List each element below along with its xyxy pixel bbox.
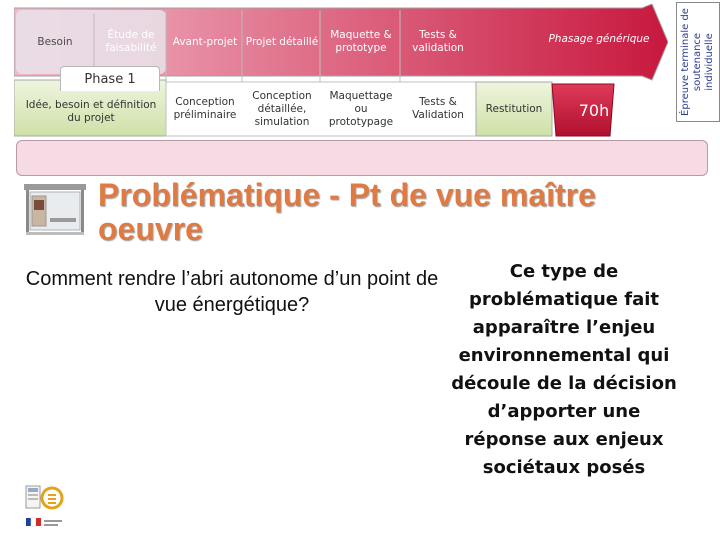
bus-shelter-icon <box>22 180 88 236</box>
phase-tab: Phase 1 <box>60 66 160 91</box>
step-etude-faisabilite: Étude de faisabilité <box>105 29 157 54</box>
step-projet-detaille: Projet détaillé <box>245 35 319 48</box>
ministry-logo-icon <box>24 484 66 532</box>
slide-title: Problématique - Pt de vue maître oeuvre <box>98 177 596 247</box>
step-besoin: Besoin <box>37 35 73 48</box>
generic-phasing-label: Phasage générique <box>548 33 650 45</box>
problem-question: Comment rendre l’abri autonome d’un point de vue énergétique? <box>25 268 439 316</box>
side-label: Épreuve terminale de soutenance individuelle <box>680 8 715 116</box>
lower-cell-idee-besoin: Idée, besoin et définition du projet <box>25 99 157 124</box>
step-avant-projet: Avant-projet <box>172 35 238 48</box>
step-tests-validation: Tests & validation <box>412 29 464 54</box>
hours-label: 70h <box>578 100 610 120</box>
pink-separator-bar <box>16 140 708 176</box>
phasing-banner <box>14 4 668 140</box>
lower-cell-tests-validation: Tests & Validation <box>412 96 464 121</box>
lower-cell-restitution: Restitution <box>485 102 543 115</box>
problem-explanation: Ce type de problématique fait apparaître l’enjeu environnemental qui découle de la décision d’apporter une réponse aux enjeux sociétaux posés <box>451 261 677 478</box>
lower-cell-conception-detaillee: Conception détaillée, simulation <box>252 89 312 128</box>
lower-cell-conception-preliminaire: Conception préliminaire <box>173 96 237 121</box>
step-maquette-prototype: Maquette & prototype <box>330 29 392 54</box>
side-label-box <box>676 2 720 122</box>
lower-cell-maquettage: Maquettage ou prototypage <box>328 89 394 128</box>
